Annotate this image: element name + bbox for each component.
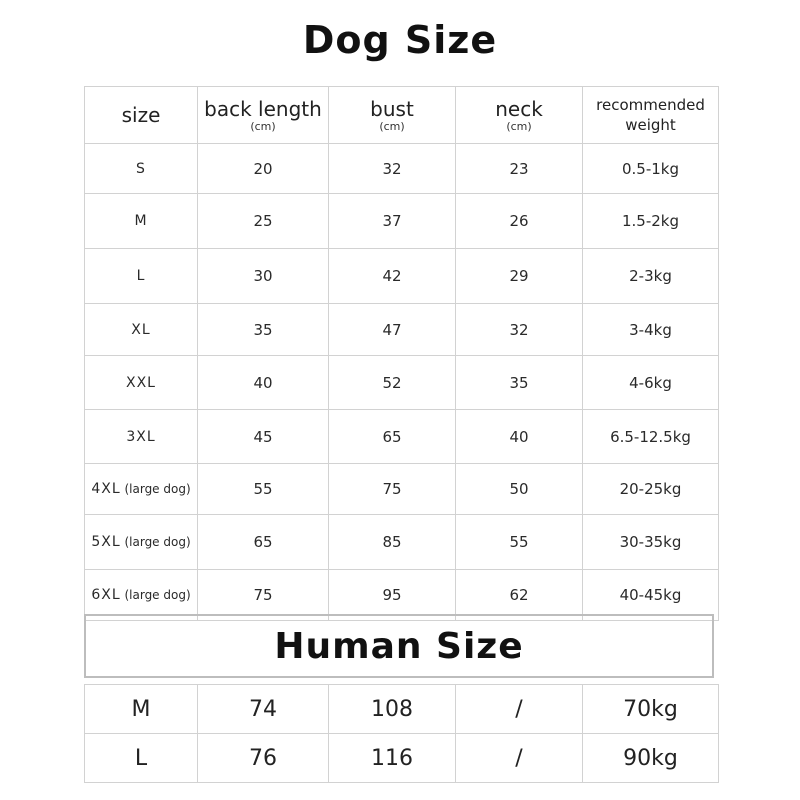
size-note: (large dog) [120,482,191,496]
cell-size [85,464,198,515]
header-size [85,87,198,144]
table-row [85,515,719,570]
header-bust [329,87,456,144]
cell-size [85,570,198,621]
cell-bust: 42 [329,249,456,304]
header-neck-unit: (cm) [506,119,532,133]
cell-bust: 65 [329,410,456,464]
table-row [85,685,719,734]
cell-neck: 29 [456,249,583,304]
cell-size: L [85,734,198,783]
cell-bust: 85 [329,515,456,570]
dog-size-table [84,86,719,621]
cell-weight: 90kg [583,734,719,783]
table-row [85,194,719,249]
size-label: 5XL [91,534,121,550]
size-label: XXL [126,374,156,391]
cell-neck: 40 [456,410,583,464]
cell-size [85,356,198,410]
cell-neck: 32 [456,304,583,356]
table-row [85,410,719,464]
cell-back: 45 [198,410,329,464]
cell-weight: 30-35kg [583,515,719,570]
cell-back: 40 [198,356,329,410]
cell-size [85,515,198,570]
cell-neck: / [456,734,583,783]
table-row [85,464,719,515]
cell-weight: 6.5-12.5kg [583,410,719,464]
cell-size [85,249,198,304]
cell-size: M [85,685,198,734]
cell-back: 65 [198,515,329,570]
size-note: (large dog) [120,588,191,602]
cell-weight: 70kg [583,685,719,734]
cell-neck: 26 [456,194,583,249]
size-label: 6XL [91,587,121,603]
cell-bust: 116 [329,734,456,783]
cell-size [85,304,198,356]
size-note: (large dog) [120,535,191,549]
dog-table-header-row [85,87,719,144]
human-size-table [84,684,719,783]
size-label: L [136,268,146,284]
size-label: 3XL [126,428,156,445]
cell-back: 30 [198,249,329,304]
cell-neck: 35 [456,356,583,410]
cell-weight: 3-4kg [583,304,719,356]
table-row [85,249,719,304]
cell-neck: 50 [456,464,583,515]
cell-size [85,194,198,249]
cell-bust: 32 [329,144,456,194]
cell-back: 76 [198,734,329,783]
cell-weight: 1.5-2kg [583,194,719,249]
cell-bust: 52 [329,356,456,410]
table-row [85,570,719,621]
size-label: XL [131,321,151,338]
cell-back: 25 [198,194,329,249]
cell-weight: 4-6kg [583,356,719,410]
table-row [85,734,719,783]
header-back-length [198,87,329,144]
cell-bust: 75 [329,464,456,515]
header-recommended-weight [583,87,719,144]
header-size-label: size [121,103,161,127]
header-neck-label: neck [495,96,543,121]
size-label: 4XL [91,481,121,497]
human-size-title: Human Size [84,614,714,678]
cell-neck: / [456,685,583,734]
table-row [85,356,719,410]
cell-size [85,410,198,464]
header-weight-line1: recommended [596,96,705,114]
cell-size [85,144,198,194]
table-row [85,144,719,194]
cell-back: 75 [198,570,329,621]
header-bust-label: bust [370,96,414,121]
cell-weight: 20-25kg [583,464,719,515]
cell-bust: 47 [329,304,456,356]
cell-bust: 108 [329,685,456,734]
cell-weight: 2-3kg [583,249,719,304]
cell-neck: 62 [456,570,583,621]
size-label: S [136,160,146,177]
cell-bust: 95 [329,570,456,621]
header-weight-line2: weight [625,116,676,134]
table-row [85,304,719,356]
cell-bust: 37 [329,194,456,249]
cell-weight: 0.5-1kg [583,144,719,194]
cell-back: 74 [198,685,329,734]
cell-back: 55 [198,464,329,515]
cell-weight: 40-45kg [583,570,719,621]
header-back-length-unit: (cm) [250,119,276,133]
header-neck [456,87,583,144]
dog-size-title: Dog Size [302,18,498,62]
cell-back: 20 [198,144,329,194]
header-bust-unit: (cm) [379,119,405,133]
cell-neck: 55 [456,515,583,570]
cell-back: 35 [198,304,329,356]
header-back-length-label: back length [204,96,322,121]
cell-neck: 23 [456,144,583,194]
size-label: M [134,213,148,229]
